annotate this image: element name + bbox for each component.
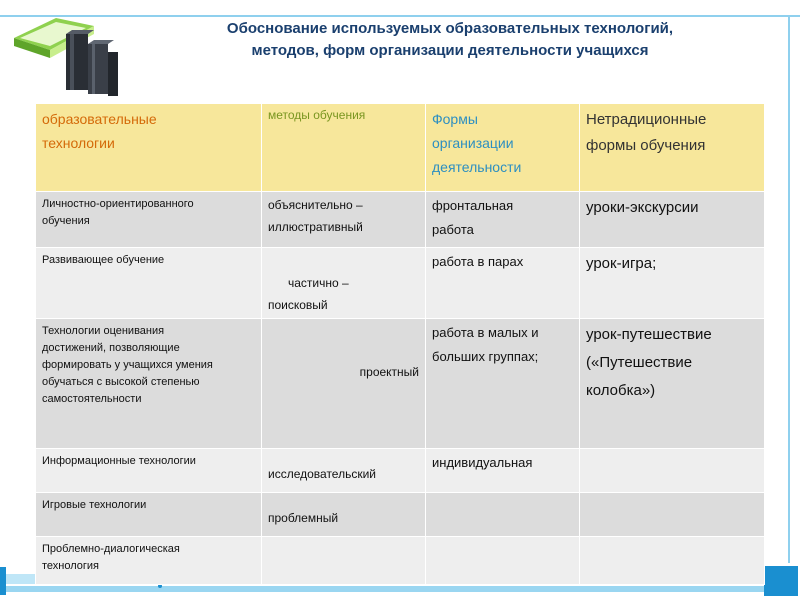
table-row [36,537,765,585]
cell-line: технология [42,560,100,572]
cell-line: работа в парах [432,254,524,269]
method-cell [262,493,426,537]
form-cell [426,493,580,537]
cell-line: обучения [42,215,90,227]
cell-line: больших группах; [432,349,539,364]
cell-line: индивидуальная [432,455,533,470]
cell-line: формировать у учащихся умения [42,359,213,371]
cell-line: Технологии оценивания [42,325,165,337]
cell-line: объяснительно – [268,198,363,212]
cell-line: Игровые технологии [42,499,147,511]
title-line-2: методов, форм организации деятельности учащихся [251,42,649,59]
cell-line: Информационные технологии [42,455,196,467]
cell-line: проблемный [268,511,339,525]
header-educational-technologies: образовательные технологии [36,104,262,192]
technology-cell [36,537,262,585]
cell-line: иллюстративный [268,220,363,234]
title-line-1: Обоснование используемых образовательных технологий, [226,20,674,37]
method-cell [262,248,426,319]
table-row [36,192,765,248]
method-cell [262,319,426,449]
header-teaching-methods: методы обучения [262,104,426,192]
nontraditional-cell [580,449,765,493]
cell-line: обучаться с высокой степенью [42,376,200,388]
cell-line: урок-путешествие [586,326,712,343]
nontraditional-cell [580,192,765,248]
books-icon [10,0,130,100]
cell-line: самостоятельности [42,393,142,405]
cell-line: достижений, позволяющие [42,342,180,354]
bottom-right-accent [764,566,798,596]
method-cell [262,449,426,493]
method-cell [262,192,426,248]
cell-line: Развивающее обучение [42,254,165,266]
page-title [130,18,770,62]
technologies-table [35,103,765,585]
cell-line: проектный [359,365,419,379]
table-header-row [36,104,765,192]
table-row [36,449,765,493]
table-row [36,319,765,449]
technology-cell [36,192,262,248]
cell-line: («Путешествие [586,354,693,371]
cell-line: фронтальная [432,198,514,213]
nontraditional-cell [580,493,765,537]
cell-line: колобка») [586,382,656,399]
cell-line: урок-игра; [586,255,657,272]
header-activity-forms: Формы организации деятельности [426,104,580,192]
technology-cell [36,493,262,537]
table-row [36,493,765,537]
cell-line: работа в малых и [432,325,539,340]
bottom-decor-bar-2 [6,586,776,592]
form-cell [426,192,580,248]
cell-line: исследовательский [268,467,376,481]
form-cell [426,449,580,493]
form-cell [426,537,580,585]
table-row [36,248,765,319]
form-cell [426,319,580,449]
nontraditional-cell [580,319,765,449]
cell-line: работа [432,222,474,237]
technology-cell [36,248,262,319]
cell-line: Проблемно-диалогическая [42,543,180,555]
frame-right-line [788,15,790,563]
method-cell [262,537,426,585]
technology-cell [36,449,262,493]
header-nontraditional-forms: Нетрадиционные формы обучения [580,104,765,192]
cell-line: поисковый [268,298,328,312]
nontraditional-cell [580,248,765,319]
cell-line: уроки-экскурсии [586,199,699,216]
table-body [36,192,765,585]
cell-line: частично – [288,276,349,290]
cell-line: Личностно-ориентированного [42,198,194,210]
technology-cell [36,319,262,449]
form-cell [426,248,580,319]
nontraditional-cell [580,537,765,585]
